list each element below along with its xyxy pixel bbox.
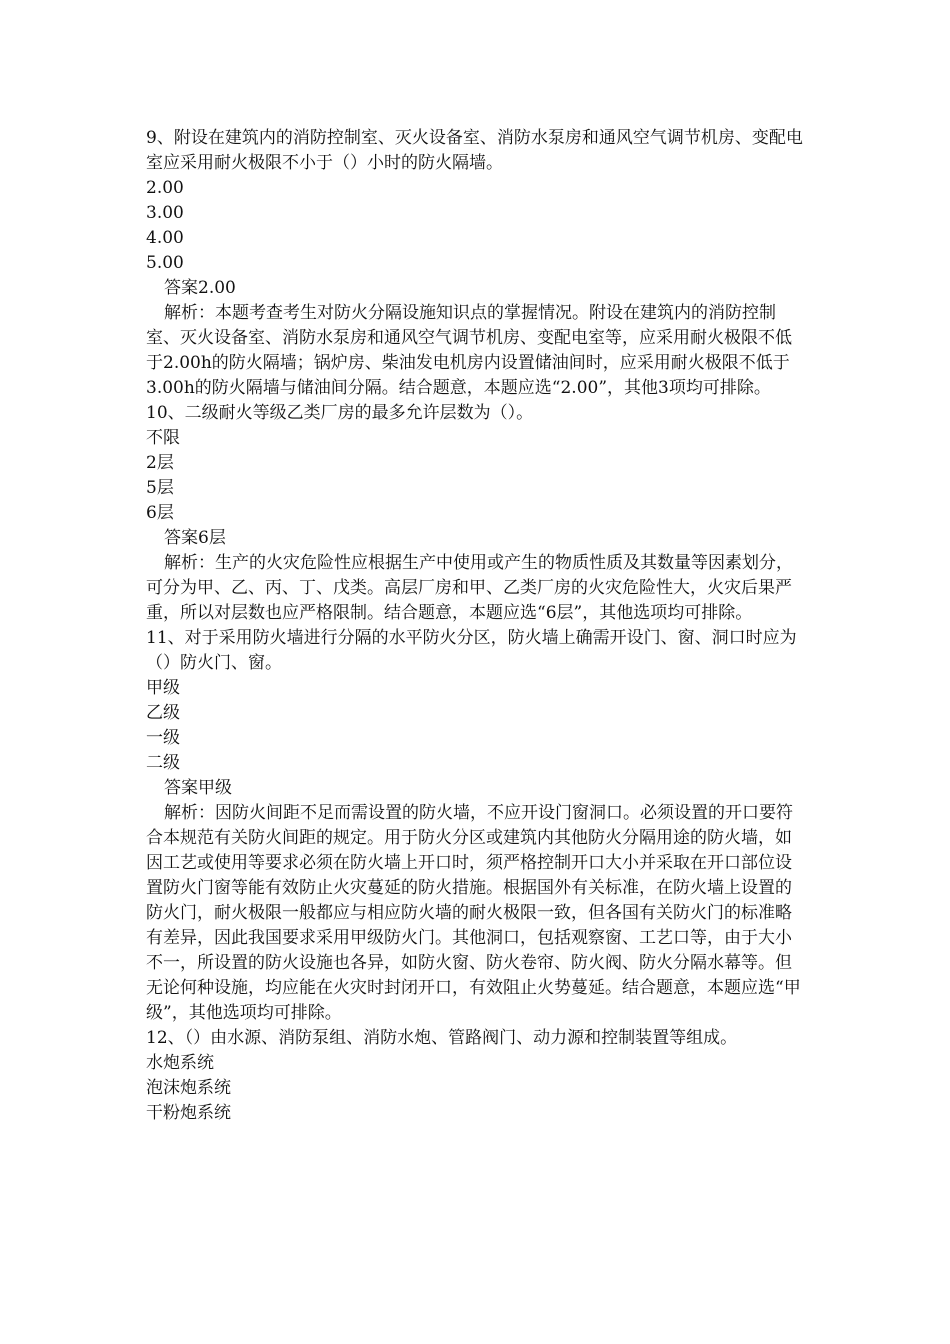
option-a: 不限	[146, 428, 180, 448]
option-c: 干粉炮系统	[146, 1103, 231, 1123]
option-d: 二级	[146, 753, 180, 773]
analysis-text: 解析：生产的火灾危险性应根据生产中使用或产生的物质性质及其数量等因素划分，可分为甲、乙、丙、丁、戊类。高层厂房和甲、乙类厂房的火灾危险性大，火灾后果严重，所以对层数也应严格限制。结合题意，本题应选“6层”，其他选项均可排除。	[146, 553, 793, 623]
question-stem: 11、对于采用防火墙进行分隔的水平防火分区，防火墙上确需开设门、窗、洞口时应为（）防火门、窗。	[146, 628, 797, 673]
option-a: 甲级	[146, 678, 180, 698]
question-stem: 12、（）由水源、消防泵组、消防水炮、管路阀门、动力源和控制装置等组成。	[146, 1028, 738, 1048]
option-c: 5层	[146, 478, 174, 498]
option-d: 5.00	[146, 253, 184, 273]
question-11	[146, 626, 806, 1026]
document-page	[146, 126, 806, 1126]
option-a: 水炮系统	[146, 1053, 214, 1073]
analysis-text: 解析：因防火间距不足而需设置的防火墙，不应开设门窗洞口。必须设置的开口要符合本规范有关防火间距的规定。用于防火分区或建筑内其他防火分隔用途的防火墙，如因工艺或使用等要求必须在防火墙上开口时，须严格控制开口大小并采取在开口部位设置防火门窗等能有效防止火灾蔓延的防火措施。根据国外有关标准，在防火墙上设置的防火门，耐火极限一般都应与相应防火墙的耐火极限一致，但各国有关防火门的标准略有差异，因此我国要求采用甲级防火门。其他洞口，包括观察窗、工艺口等，由于大小不一，所设置的防火设施也各异，如防火窗、防火卷帘、防火阀、防火分隔水幕等。但无论何种设施，均应能在火灾时封闭开口，有效阻止火势蔓延。结合题意，本题应选“甲级”，其他选项均可排除。	[146, 803, 801, 1023]
question-9	[146, 126, 806, 401]
question-12	[146, 1026, 806, 1126]
option-c: 一级	[146, 728, 180, 748]
option-d: 6层	[146, 503, 174, 523]
analysis-text: 解析：本题考查考生对防火分隔设施知识点的掌握情况。附设在建筑内的消防控制室、灭火设备室、消防水泵房和通风空气调节机房、变配电室等，应采用耐火极限不低于2.00h的防火隔墙；锅炉房、柴油发电机房内设置储油间时，应采用耐火极限不低于3.00h的防火隔墙与储油间分隔。结合题意，本题应选“2.00”，其他3项均可排除。	[146, 303, 792, 398]
answer-text: 答案6层	[164, 528, 226, 548]
option-a: 2.00	[146, 178, 184, 198]
answer-text: 答案2.00	[164, 278, 236, 298]
option-c: 4.00	[146, 228, 184, 248]
question-stem: 9、附设在建筑内的消防控制室、灭火设备室、消防水泵房和通风空气调节机房、变配电室应采用耐火极限不小于（）小时的防火隔墙。	[146, 128, 803, 173]
option-b: 泡沫炮系统	[146, 1078, 231, 1098]
answer-text: 答案甲级	[164, 778, 232, 798]
option-b: 2层	[146, 453, 174, 473]
option-b: 3.00	[146, 203, 184, 223]
question-stem: 10、二级耐火等级乙类厂房的最多允许层数为（）。	[146, 403, 534, 423]
option-b: 乙级	[146, 703, 180, 723]
question-10	[146, 401, 806, 626]
